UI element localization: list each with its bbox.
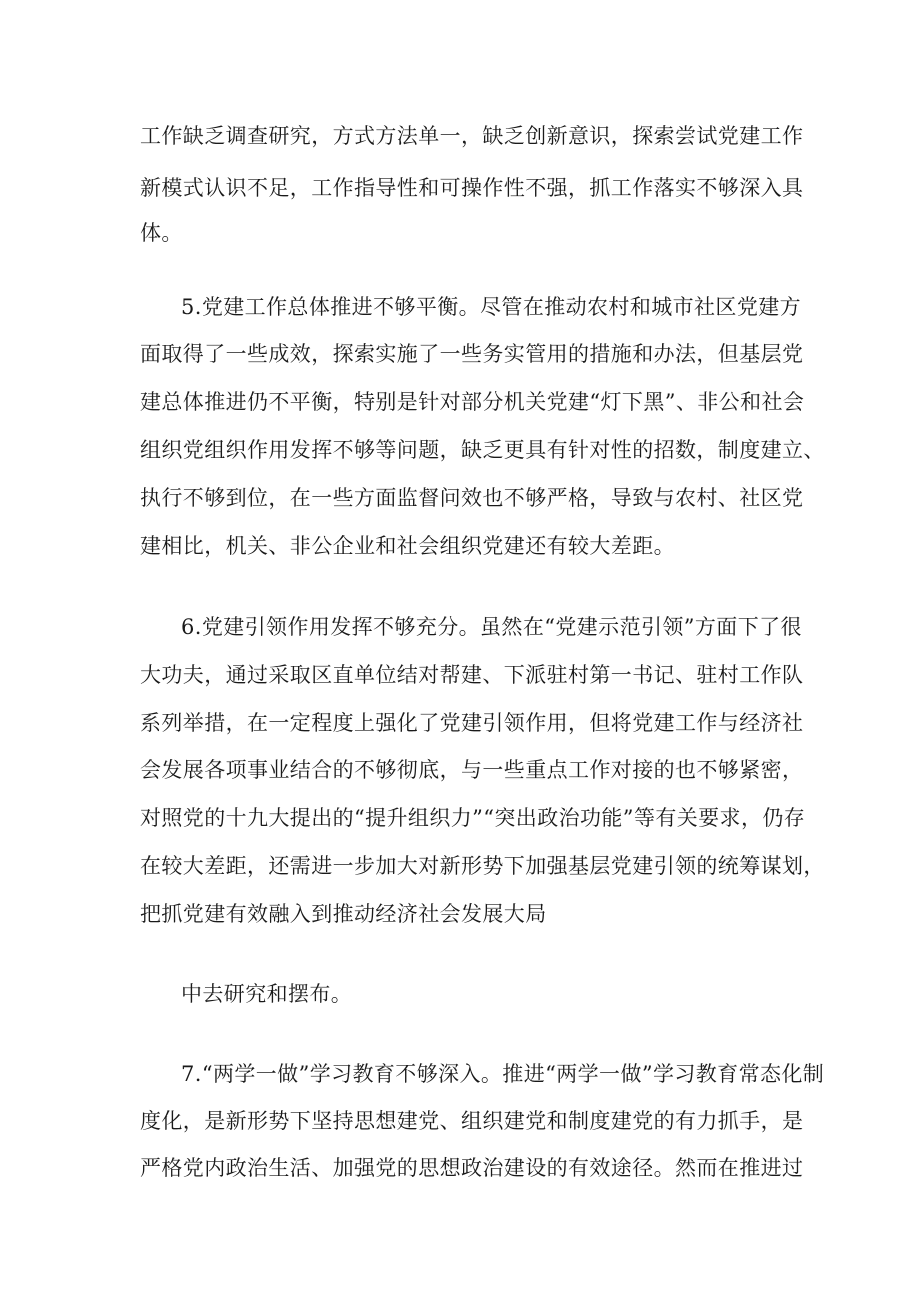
text-line: 工作缺乏调查研究，方式方法单一，缺乏创新意识，探索尝试党建工作 — [140, 124, 804, 148]
text-line: 严格党内政治生活、加强党的思想政治建设的有效途径。然而在推进过 — [140, 1156, 804, 1180]
text-line: 面取得了一些成效，探索实施了一些务实管用的措施和办法，但基层党 — [140, 342, 804, 366]
text-line: 把抓党建有效融入到推动经济社会发展大局 — [140, 902, 547, 926]
text-line: 度化，是新形势下坚持思想建党、组织建党和制度建党的有力抓手，是 — [140, 1109, 804, 1133]
text-line: 系列举措，在一定程度上强化了党建引领作用，但将党建工作与经济社 — [140, 711, 804, 735]
text-line: 大功夫，通过采取区直单位结对帮建、下派驻村第一书记、驻村工作队 — [140, 663, 804, 687]
text-line: 执行不够到位，在一些方面监督问效也不够严格，导致与农村、社区党 — [140, 486, 804, 510]
text-line: 在较大差距，还需进一步加大对新形势下加强基层党建引领的统筹谋划， — [140, 854, 825, 878]
text-line: 建总体推进仍不平衡，特别是针对部分机关党建“灯下黑”、非公和社会 — [140, 390, 805, 414]
text-line: 对照党的十九大提出的“提升组织力”“突出政治功能”等有关要求，仍存 — [140, 806, 806, 830]
paragraph-5-heading-line: 5.党建工作总体推进不够平衡。尽管在推动农村和城市社区党建方 — [181, 295, 802, 319]
text-line: 新模式认识不足，工作指导性和可操作性不强，抓工作落实不够深入具 — [140, 176, 804, 200]
paragraph-6-heading-line: 6.党建引领作用发挥不够充分。虽然在“党建示范引领”方面下了很 — [181, 615, 802, 639]
text-line: 会发展各项事业结合的不够彻底，与一些重点工作对接的也不够紧密， — [140, 758, 804, 782]
paragraph-7-heading-line: 7.“两学一做”学习教育不够深入。推进“两学一做”学习教育常态化制 — [181, 1062, 825, 1086]
text-line: 建相比，机关、非公企业和社会组织党建还有较大差距。 — [140, 534, 675, 558]
text-line: 体。 — [140, 221, 183, 245]
text-line: 组织党组织作用发挥不够等问题，缺乏更具有针对性的招数，制度建立、 — [140, 438, 825, 462]
text-line: 中去研究和摆布。 — [181, 982, 353, 1006]
